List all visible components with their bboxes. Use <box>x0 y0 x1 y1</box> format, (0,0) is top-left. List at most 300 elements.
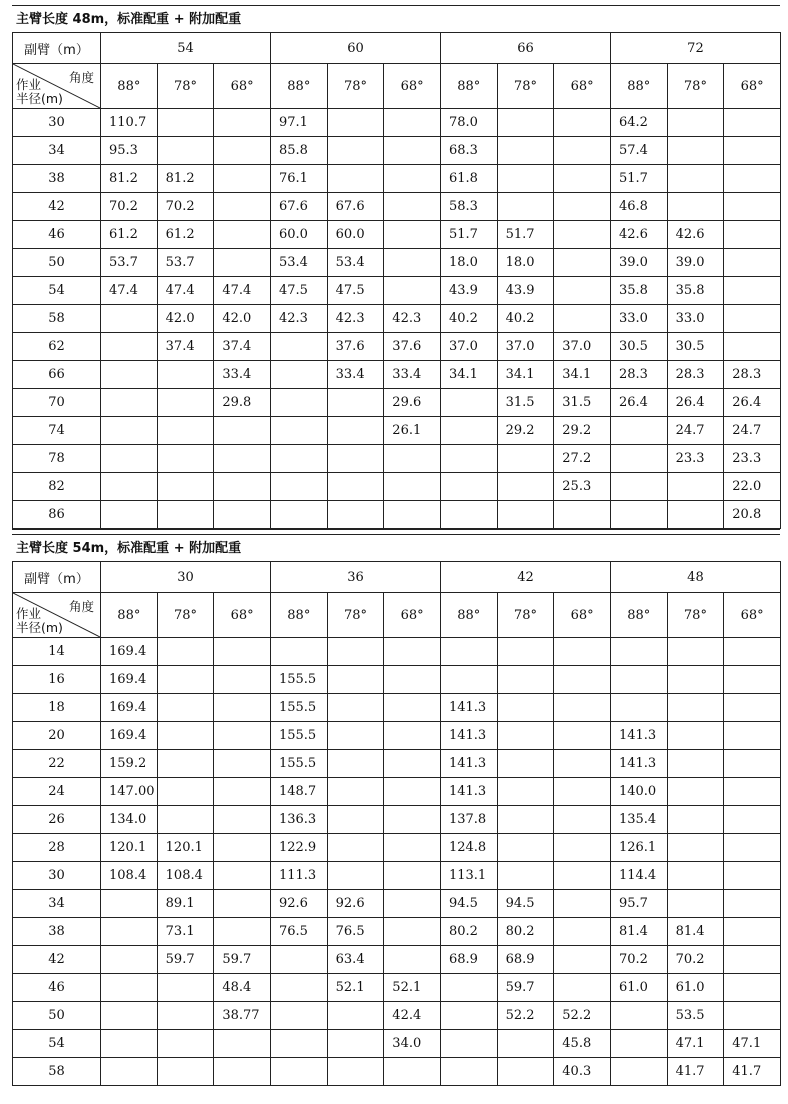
load-value-cell <box>270 389 327 417</box>
load-value-cell <box>384 778 441 806</box>
radius-cell: 16 <box>13 666 101 694</box>
load-value-cell <box>384 193 441 221</box>
angle-header: 88° <box>101 593 158 638</box>
load-value-cell <box>724 333 781 361</box>
load-value-cell <box>157 1030 214 1058</box>
load-value-cell <box>554 165 611 193</box>
load-value-cell: 155.5 <box>270 666 327 694</box>
angle-header: 78° <box>327 593 384 638</box>
angle-label: 角度 <box>68 70 94 85</box>
load-value-cell <box>554 277 611 305</box>
load-value-cell <box>724 109 781 137</box>
table-row <box>13 333 781 361</box>
load-value-cell <box>384 834 441 862</box>
load-value-cell <box>384 137 441 165</box>
jib-length-header: 42 <box>440 562 610 593</box>
load-value-cell: 29.2 <box>554 417 611 445</box>
load-value-cell: 113.1 <box>440 862 497 890</box>
load-value-cell: 148.7 <box>270 778 327 806</box>
load-value-cell: 42.3 <box>384 305 441 333</box>
load-value-cell: 137.8 <box>440 806 497 834</box>
load-value-cell <box>440 417 497 445</box>
load-value-cell <box>497 137 554 165</box>
load-value-cell: 61.8 <box>440 165 497 193</box>
load-value-cell <box>554 501 611 529</box>
load-value-cell <box>327 834 384 862</box>
load-value-cell <box>214 165 271 193</box>
load-value-cell: 35.8 <box>667 277 724 305</box>
radius-cell: 14 <box>13 638 101 666</box>
load-value-cell: 28.3 <box>610 361 667 389</box>
load-value-cell: 37.4 <box>157 333 214 361</box>
load-value-cell: 24.7 <box>667 417 724 445</box>
load-value-cell: 29.2 <box>497 417 554 445</box>
load-value-cell: 85.8 <box>270 137 327 165</box>
load-value-cell <box>667 694 724 722</box>
load-value-cell: 26.4 <box>667 389 724 417</box>
load-value-cell: 33.4 <box>327 361 384 389</box>
load-value-cell <box>327 389 384 417</box>
load-value-cell <box>157 1058 214 1086</box>
load-value-cell: 155.5 <box>270 722 327 750</box>
angle-header: 68° <box>214 593 271 638</box>
load-value-cell: 141.3 <box>610 750 667 778</box>
load-table <box>12 32 781 529</box>
load-value-cell <box>214 249 271 277</box>
load-value-cell <box>101 445 158 473</box>
angle-header: 88° <box>440 593 497 638</box>
angle-header: 88° <box>270 64 327 109</box>
load-value-cell: 140.0 <box>610 778 667 806</box>
load-value-cell <box>101 974 158 1002</box>
load-value-cell <box>214 221 271 249</box>
load-value-cell: 147.00 <box>101 778 158 806</box>
load-value-cell <box>214 778 271 806</box>
load-value-cell: 45.8 <box>554 1030 611 1058</box>
load-value-cell <box>610 501 667 529</box>
load-value-cell <box>554 974 611 1002</box>
load-value-cell <box>157 445 214 473</box>
radius-cell: 26 <box>13 806 101 834</box>
load-value-cell <box>327 778 384 806</box>
load-value-cell: 64.2 <box>610 109 667 137</box>
load-value-cell <box>214 918 271 946</box>
load-value-cell <box>101 333 158 361</box>
load-value-cell: 35.8 <box>610 277 667 305</box>
load-value-cell: 68.9 <box>440 946 497 974</box>
load-value-cell: 38.77 <box>214 1002 271 1030</box>
table-row <box>13 974 781 1002</box>
load-value-cell <box>157 806 214 834</box>
load-value-cell <box>667 109 724 137</box>
load-value-cell <box>554 305 611 333</box>
load-value-cell: 42.4 <box>384 1002 441 1030</box>
load-value-cell: 41.7 <box>667 1058 724 1086</box>
load-value-cell <box>157 750 214 778</box>
load-table <box>12 561 781 1086</box>
load-value-cell: 53.4 <box>270 249 327 277</box>
load-value-cell <box>440 1002 497 1030</box>
radius-label-line1: 作业 <box>16 606 42 621</box>
load-value-cell <box>214 862 271 890</box>
load-value-cell <box>157 1002 214 1030</box>
load-value-cell <box>270 473 327 501</box>
load-value-cell: 60.0 <box>327 221 384 249</box>
table-row <box>13 862 781 890</box>
load-value-cell <box>497 862 554 890</box>
load-value-cell <box>497 694 554 722</box>
load-value-cell: 92.6 <box>270 890 327 918</box>
load-value-cell <box>270 638 327 666</box>
load-value-cell <box>497 193 554 221</box>
table-row <box>13 1030 781 1058</box>
load-value-cell <box>440 1058 497 1086</box>
radius-cell: 34 <box>13 137 101 165</box>
load-value-cell <box>384 666 441 694</box>
load-value-cell <box>214 750 271 778</box>
load-value-cell <box>101 361 158 389</box>
load-value-cell: 141.3 <box>440 722 497 750</box>
load-value-cell <box>554 193 611 221</box>
load-value-cell: 42.3 <box>327 305 384 333</box>
load-value-cell: 58.3 <box>440 193 497 221</box>
load-value-cell: 111.3 <box>270 862 327 890</box>
load-value-cell <box>384 473 441 501</box>
angle-header: 68° <box>554 593 611 638</box>
load-value-cell <box>327 1030 384 1058</box>
load-value-cell <box>214 473 271 501</box>
radius-cell: 78 <box>13 445 101 473</box>
load-value-cell: 52.2 <box>497 1002 554 1030</box>
load-value-cell <box>667 165 724 193</box>
load-value-cell <box>327 417 384 445</box>
load-table-54m <box>12 535 780 1086</box>
load-value-cell: 40.3 <box>554 1058 611 1086</box>
table-row <box>13 722 781 750</box>
table-row <box>13 1058 781 1086</box>
load-value-cell <box>497 165 554 193</box>
load-value-cell: 51.7 <box>610 165 667 193</box>
load-value-cell <box>384 277 441 305</box>
radius-cell: 58 <box>13 1058 101 1086</box>
load-value-cell <box>157 417 214 445</box>
load-value-cell: 47.1 <box>667 1030 724 1058</box>
load-value-cell: 40.2 <box>440 305 497 333</box>
table-row <box>13 946 781 974</box>
load-value-cell <box>384 918 441 946</box>
load-value-cell: 159.2 <box>101 750 158 778</box>
boom-label: 副臂（m） <box>13 562 101 593</box>
load-value-cell: 33.4 <box>214 361 271 389</box>
load-value-cell <box>270 501 327 529</box>
load-value-cell: 33.0 <box>610 305 667 333</box>
load-value-cell <box>554 918 611 946</box>
load-value-cell: 52.2 <box>554 1002 611 1030</box>
angle-header: 78° <box>497 64 554 109</box>
load-value-cell <box>497 473 554 501</box>
load-value-cell: 141.3 <box>610 722 667 750</box>
load-value-cell: 95.3 <box>101 137 158 165</box>
table-caption: 主臂长度 54m，标准配重 + 附加配重 <box>16 541 242 556</box>
load-value-cell: 68.9 <box>497 946 554 974</box>
load-value-cell <box>214 806 271 834</box>
radius-cell: 50 <box>13 249 101 277</box>
load-value-cell: 41.7 <box>724 1058 781 1086</box>
load-value-cell <box>270 974 327 1002</box>
table-row <box>13 918 781 946</box>
load-value-cell <box>724 305 781 333</box>
load-value-cell: 70.2 <box>667 946 724 974</box>
radius-cell: 50 <box>13 1002 101 1030</box>
load-value-cell <box>497 1030 554 1058</box>
table-row <box>13 221 781 249</box>
table-row <box>13 501 781 529</box>
load-value-cell <box>214 1058 271 1086</box>
radius-label <box>16 607 63 635</box>
load-value-cell: 33.4 <box>384 361 441 389</box>
angle-header: 88° <box>270 593 327 638</box>
load-value-cell: 24.7 <box>724 417 781 445</box>
load-value-cell <box>101 305 158 333</box>
load-value-cell <box>384 722 441 750</box>
load-value-cell <box>667 862 724 890</box>
load-value-cell <box>270 1058 327 1086</box>
radius-cell: 28 <box>13 834 101 862</box>
load-value-cell <box>497 638 554 666</box>
load-value-cell: 68.3 <box>440 137 497 165</box>
load-value-cell <box>724 221 781 249</box>
load-value-cell <box>667 193 724 221</box>
diagonal-header-cell <box>13 64 101 109</box>
load-value-cell <box>610 694 667 722</box>
load-value-cell <box>384 1058 441 1086</box>
load-value-cell: 122.9 <box>270 834 327 862</box>
angle-header: 78° <box>667 593 724 638</box>
load-value-cell <box>667 137 724 165</box>
load-value-cell <box>554 862 611 890</box>
load-value-cell <box>724 946 781 974</box>
load-value-cell <box>384 750 441 778</box>
load-value-cell <box>270 333 327 361</box>
load-value-cell <box>270 946 327 974</box>
table-row <box>13 277 781 305</box>
table-row <box>13 361 781 389</box>
radius-cell: 30 <box>13 862 101 890</box>
load-value-cell <box>497 666 554 694</box>
load-value-cell: 31.5 <box>497 389 554 417</box>
load-value-cell <box>724 165 781 193</box>
angle-header: 68° <box>384 64 441 109</box>
load-value-cell <box>384 806 441 834</box>
table-row <box>13 389 781 417</box>
table-row <box>13 445 781 473</box>
load-value-cell: 70.2 <box>157 193 214 221</box>
load-value-cell: 76.5 <box>327 918 384 946</box>
load-value-cell <box>101 890 158 918</box>
load-value-cell: 61.2 <box>101 221 158 249</box>
load-value-cell: 89.1 <box>157 890 214 918</box>
load-value-cell: 47.4 <box>157 277 214 305</box>
load-value-cell: 42.6 <box>610 221 667 249</box>
load-value-cell: 37.6 <box>384 333 441 361</box>
table-row <box>13 778 781 806</box>
load-value-cell <box>667 806 724 834</box>
load-value-cell <box>610 445 667 473</box>
angle-header: 88° <box>440 64 497 109</box>
load-value-cell <box>497 834 554 862</box>
angle-header: 78° <box>667 64 724 109</box>
table-row <box>13 638 781 666</box>
load-value-cell <box>384 501 441 529</box>
load-value-cell: 70.2 <box>610 946 667 974</box>
load-value-cell: 47.4 <box>214 277 271 305</box>
load-value-cell: 34.0 <box>384 1030 441 1058</box>
load-value-cell <box>610 1030 667 1058</box>
table-row <box>13 1002 781 1030</box>
load-value-cell <box>157 361 214 389</box>
table-row <box>13 249 781 277</box>
load-value-cell <box>724 890 781 918</box>
load-value-cell <box>101 473 158 501</box>
load-value-cell <box>554 638 611 666</box>
load-value-cell: 47.5 <box>270 277 327 305</box>
load-value-cell <box>214 193 271 221</box>
load-value-cell: 141.3 <box>440 778 497 806</box>
load-value-cell: 53.5 <box>667 1002 724 1030</box>
load-value-cell <box>384 638 441 666</box>
radius-cell: 42 <box>13 946 101 974</box>
load-value-cell: 59.7 <box>497 974 554 1002</box>
angle-header: 68° <box>724 64 781 109</box>
load-value-cell: 169.4 <box>101 666 158 694</box>
load-value-cell <box>157 722 214 750</box>
load-value-cell <box>327 666 384 694</box>
load-value-cell <box>101 417 158 445</box>
load-value-cell <box>384 946 441 974</box>
load-value-cell: 34.1 <box>554 361 611 389</box>
load-value-cell: 76.5 <box>270 918 327 946</box>
load-value-cell: 42.0 <box>214 305 271 333</box>
load-value-cell <box>214 1030 271 1058</box>
load-value-cell <box>554 109 611 137</box>
load-value-cell <box>724 778 781 806</box>
load-value-cell <box>157 473 214 501</box>
load-value-cell <box>101 1030 158 1058</box>
radius-cell: 34 <box>13 890 101 918</box>
load-value-cell: 39.0 <box>667 249 724 277</box>
load-value-cell <box>157 666 214 694</box>
load-value-cell: 59.7 <box>157 946 214 974</box>
load-value-cell: 134.0 <box>101 806 158 834</box>
load-value-cell <box>384 221 441 249</box>
load-value-cell <box>214 890 271 918</box>
load-value-cell <box>157 974 214 1002</box>
jib-length-header: 30 <box>101 562 271 593</box>
load-value-cell: 67.6 <box>327 193 384 221</box>
load-value-cell <box>554 694 611 722</box>
load-value-cell <box>214 638 271 666</box>
load-value-cell: 18.0 <box>497 249 554 277</box>
load-value-cell: 43.9 <box>497 277 554 305</box>
table-row <box>13 834 781 862</box>
load-value-cell: 53.4 <box>327 249 384 277</box>
table-row <box>13 137 781 165</box>
load-value-cell <box>384 109 441 137</box>
load-value-cell <box>327 137 384 165</box>
load-value-cell <box>554 666 611 694</box>
load-value-cell <box>440 501 497 529</box>
load-value-cell: 110.7 <box>101 109 158 137</box>
load-value-cell <box>157 501 214 529</box>
load-value-cell <box>724 249 781 277</box>
load-value-cell <box>497 722 554 750</box>
angle-header: 88° <box>610 593 667 638</box>
load-value-cell <box>440 974 497 1002</box>
load-value-cell <box>327 501 384 529</box>
load-value-cell: 81.4 <box>667 918 724 946</box>
load-value-cell: 169.4 <box>101 694 158 722</box>
load-value-cell: 22.0 <box>724 473 781 501</box>
load-value-cell <box>667 750 724 778</box>
load-value-cell: 124.8 <box>440 834 497 862</box>
load-value-cell <box>214 445 271 473</box>
load-value-cell <box>667 501 724 529</box>
load-value-cell: 42.3 <box>270 305 327 333</box>
load-value-cell: 26.1 <box>384 417 441 445</box>
table-row <box>13 750 781 778</box>
load-value-cell <box>724 918 781 946</box>
load-value-cell <box>157 389 214 417</box>
load-value-cell <box>101 1002 158 1030</box>
load-value-cell <box>101 389 158 417</box>
load-value-cell <box>384 249 441 277</box>
load-value-cell: 97.1 <box>270 109 327 137</box>
load-value-cell <box>270 1030 327 1058</box>
load-value-cell: 52.1 <box>327 974 384 1002</box>
load-value-cell: 120.1 <box>157 834 214 862</box>
load-value-cell: 37.0 <box>497 333 554 361</box>
load-value-cell <box>497 501 554 529</box>
jib-length-header: 72 <box>610 33 780 64</box>
load-value-cell: 67.6 <box>270 193 327 221</box>
radius-cell: 30 <box>13 109 101 137</box>
load-value-cell <box>214 109 271 137</box>
radius-label <box>16 78 63 106</box>
load-value-cell: 27.2 <box>554 445 611 473</box>
radius-cell: 24 <box>13 778 101 806</box>
load-value-cell <box>157 137 214 165</box>
load-value-cell: 59.7 <box>214 946 271 974</box>
load-value-cell <box>440 473 497 501</box>
load-value-cell <box>214 137 271 165</box>
load-value-cell <box>101 501 158 529</box>
load-value-cell <box>554 221 611 249</box>
load-value-cell <box>610 1058 667 1086</box>
load-value-cell: 81.4 <box>610 918 667 946</box>
radius-cell: 42 <box>13 193 101 221</box>
load-value-cell: 53.7 <box>101 249 158 277</box>
load-value-cell <box>610 473 667 501</box>
load-value-cell <box>327 722 384 750</box>
load-value-cell: 120.1 <box>101 834 158 862</box>
load-value-cell: 48.4 <box>214 974 271 1002</box>
radius-label-line1: 作业 <box>16 77 42 92</box>
load-value-cell <box>667 778 724 806</box>
load-value-cell: 80.2 <box>497 918 554 946</box>
load-value-cell <box>101 918 158 946</box>
load-value-cell: 43.9 <box>440 277 497 305</box>
load-value-cell: 40.2 <box>497 305 554 333</box>
